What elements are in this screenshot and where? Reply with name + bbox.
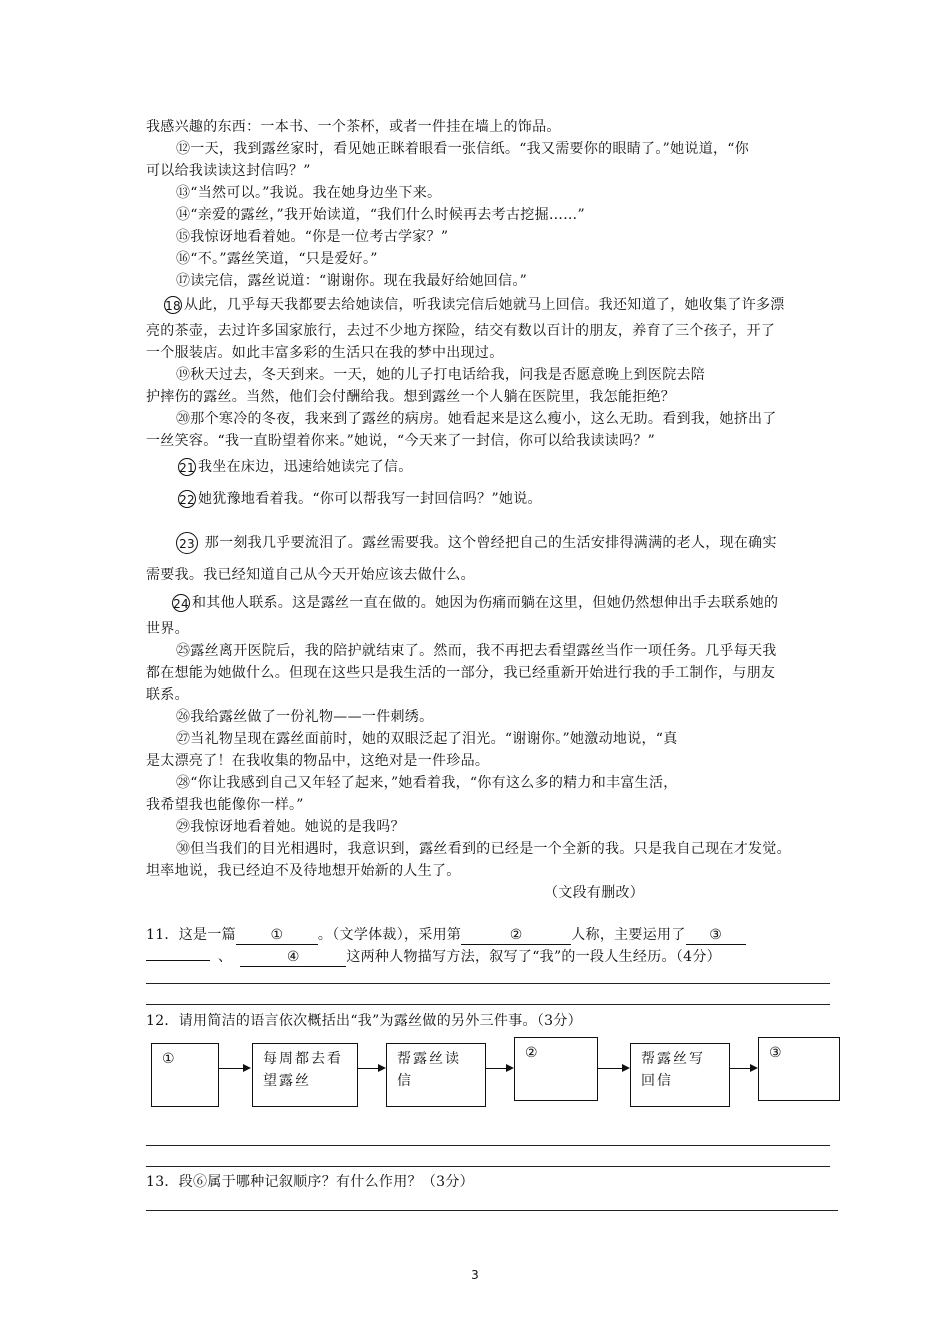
question-11-line-1 xyxy=(146,926,746,945)
paragraph-20-line-2: 一丝笑容。“我一直盼望着你来。”她说，“今天来了一封信，你可以给我读读吗？” xyxy=(146,433,656,449)
paragraph-17: ⑰读完信，露丝说道：“谢谢你。现在我最好给她回信。” xyxy=(176,273,528,289)
q11-blank-4[interactable]: ④ xyxy=(240,948,346,967)
paragraph-30-line-2: 坦率地说，我已经迫不及待地想开始新的人生了。 xyxy=(146,863,461,879)
paragraph-29: ㉙我惊讶地看着她。她说的是我吗？ xyxy=(176,819,405,835)
q11-blank-2[interactable]: ② xyxy=(461,926,571,945)
paragraph-30-line-1: ㉚但当我们的目光相遇时，我意识到，露丝看到的已经是一个全新的我。只是我自己现在才发觉。 xyxy=(176,841,791,857)
flow-box-answer-1[interactable]: ① xyxy=(151,1043,219,1107)
paragraph-number-23: 23 xyxy=(176,532,198,554)
page-number: 3 xyxy=(471,1268,479,1282)
flow-arrow xyxy=(730,1068,756,1069)
flow-box-answer-2[interactable]: ② xyxy=(514,1037,598,1101)
paragraph-number-24: 24 xyxy=(172,594,190,612)
paragraph-22-text: 她犹豫地看着我。“你可以帮我写一封回信吗？”她说。 xyxy=(198,491,542,507)
paragraph-19-line-1: ⑲秋天过去，冬天到来。一天，她的儿子打电话给我，问我是否愿意晚上到医院去陪 xyxy=(176,367,706,383)
paragraph-28-line-1: ㉘“你让我感到自己又年轻了起来，”她看着我，“你有这么多的精力和丰富生活， xyxy=(176,775,678,791)
paragraph-14: ⑭“亲爱的露丝，”我开始读道，“我们什么时候再去考古挖掘……” xyxy=(176,207,585,223)
q11-blank-1[interactable]: ① xyxy=(236,926,318,945)
flow-arrow xyxy=(598,1068,628,1069)
paragraph-23-text: 那一刻我几乎要流泪了。露丝需要我。这个曾经把自己的生活安排得满满的老人，现在确实 xyxy=(204,535,777,551)
paragraph-24-text: 和其他人联系。这是露丝一直在做的。她因为伤痛而躺在这里，但她仍然想伸出手去联系她的 xyxy=(192,595,779,611)
paragraph-12-line-2: 可以给我读读这封信吗？” xyxy=(146,163,311,179)
q11-text-c: 人称，主要运用了 xyxy=(571,927,686,943)
paragraph-27-line-2: 是太漂亮了！在我收集的物品中，这绝对是一件珍品。 xyxy=(146,753,490,769)
paragraph-27-line-1: ㉗当礼物呈现在露丝面前时，她的双眼泛起了泪光。“谢谢你。”她激动地说，“真 xyxy=(176,731,678,747)
flow-box-visit: 每周都去看望露丝 xyxy=(252,1043,358,1107)
q11-blank-3[interactable]: ③ xyxy=(686,926,746,945)
paragraph-19-line-2: 护摔伤的露丝。当然，他们会付酬给我。想到露丝一个人躺在医院里，我怎能拒绝？ xyxy=(146,389,676,405)
flow-box-answer-3[interactable]: ③ xyxy=(758,1037,840,1101)
paragraph-21 xyxy=(178,458,413,476)
q11-text-d: 、 xyxy=(218,949,233,965)
source-note: （文段有删改） xyxy=(544,885,645,901)
paragraph-continuation: 我感兴趣的东西：一本书、一个茶杯，或者一件挂在墙上的饰品。 xyxy=(146,119,561,135)
answer-line[interactable] xyxy=(146,983,830,984)
paragraph-18-line-3: 一个服装店。如此丰富多彩的生活只在我的梦中出现过。 xyxy=(146,345,504,361)
paragraph-25-line-2: 都在想能为她做什么。但现在这些只是我生活的一部分，我已经重新开始进行我的手工制作，与朋友 xyxy=(146,665,776,681)
q11-text-b: 。（文学体裁），采用第 xyxy=(317,927,462,943)
answer-line[interactable] xyxy=(146,1210,838,1211)
flow-arrow xyxy=(219,1068,249,1069)
paragraph-23-line-1 xyxy=(176,532,777,554)
paragraph-15: ⑮我惊讶地看着她。“你是一位考古学家？” xyxy=(176,229,449,245)
paragraph-number-18: 18 xyxy=(164,296,182,314)
paragraph-24-line-1 xyxy=(172,594,778,612)
paragraph-13: ⑬“当然可以。”我说。我在她身边坐下来。 xyxy=(176,185,442,201)
paragraph-24-line-2: 世界。 xyxy=(146,621,189,637)
flow-arrow xyxy=(358,1068,384,1069)
paragraph-number-21: 21 xyxy=(178,458,196,476)
answer-line[interactable] xyxy=(146,1166,830,1167)
q11-text-a: 11．这是一篇 xyxy=(146,927,236,943)
question-11-line-2 xyxy=(146,948,721,967)
paragraph-18-text: 从此，几乎每天我都要去给她读信，听我读完信后她就马上回信。我还知道了，她收集了许多漂 xyxy=(184,297,785,313)
paragraph-18-line-1 xyxy=(164,296,785,314)
paragraph-18-line-2: 亮的茶壶，去过许多国家旅行，去过不少地方探险，结交有数以百计的朋友，养育了三个孩子，开了 xyxy=(146,323,776,339)
paragraph-20-line-1: ⑳那个寒冷的冬夜，我来到了露丝的病房。她看起来是这么瘦小，这么无助。看到我，她挤出了 xyxy=(176,411,777,427)
paragraph-21-text: 我坐在床边，迅速给她读完了信。 xyxy=(198,459,413,475)
paragraph-23-line-2: 需要我。我已经知道自己从今天开始应该去做什么。 xyxy=(146,567,475,583)
paragraph-25-line-1: ㉕露丝离开医院后，我的陪护就结束了。然而，我不再把去看望露丝当作一项任务。几乎每天我 xyxy=(176,643,777,659)
q11-text-e: 这两种人物描写方法，叙写了“我”的一段人生经历。（4分） xyxy=(346,949,721,965)
flow-arrow xyxy=(486,1068,512,1069)
q11-blank-3-cont[interactable] xyxy=(146,960,210,961)
answer-line[interactable] xyxy=(146,1004,830,1005)
paragraph-22 xyxy=(178,490,542,508)
paragraph-16: ⑯“不。”露丝笑道，“只是爱好。” xyxy=(176,251,378,267)
paragraph-26: ㉖我给露丝做了一份礼物——一件刺绣。 xyxy=(176,709,434,725)
paragraph-12-line-1: ⑫一天，我到露丝家时，看见她正眯着眼看一张信纸。“我又需要你的眼睛了。”她说道，“你 xyxy=(176,141,750,157)
paragraph-25-line-3: 联系。 xyxy=(146,687,189,703)
question-12: 12．请用简洁的语言依次概括出“我”为露丝做的另外三件事。（3分） xyxy=(146,1013,582,1029)
flow-box-write-replies: 帮露丝写回信 xyxy=(630,1043,730,1107)
question-13: 13．段⑥属于哪种记叙顺序？有什么作用？（3分） xyxy=(146,1174,474,1190)
flow-box-read-letters: 帮露丝读信 xyxy=(386,1043,486,1107)
paragraph-number-22: 22 xyxy=(178,490,196,508)
paragraph-28-line-2: 我希望我也能像你一样。” xyxy=(146,797,304,813)
answer-line[interactable] xyxy=(146,1145,830,1146)
